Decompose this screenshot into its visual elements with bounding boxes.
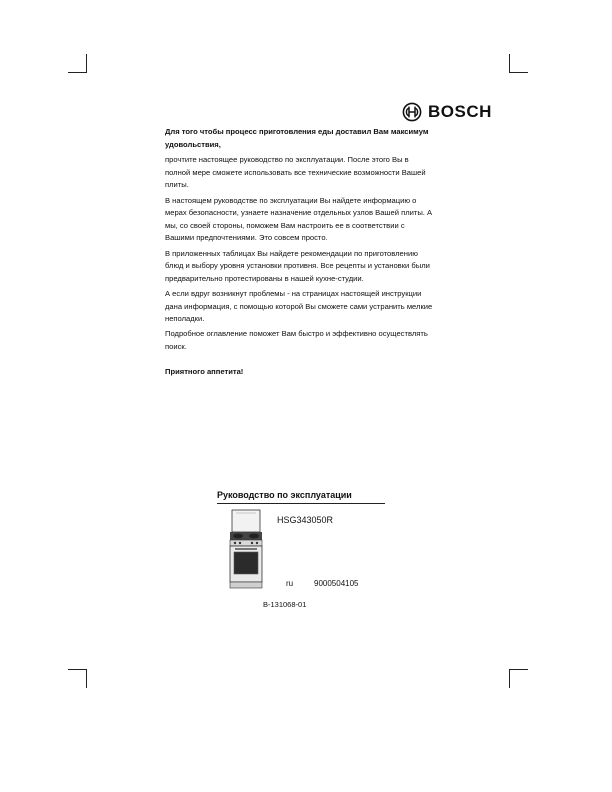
crop-mark-bottom-left-v: [86, 669, 87, 688]
crop-mark-bottom-left-h: [68, 669, 87, 670]
crop-mark-bottom-right-h: [509, 669, 528, 670]
gas-stove-icon: [227, 509, 265, 589]
crop-mark-bottom-right-v: [509, 669, 510, 688]
bosch-logo: [402, 101, 492, 123]
brand-name: BOSCH: [428, 102, 492, 121]
manual-title: Руководство по эксплуатации: [217, 490, 352, 500]
intro-paragraph-3: В приложенных таблицах Вы найдете рекомендации по приготовлению блюд и выбору уровня установки противня. Все рецепты и установки были предварительно протестированы в нашей кухне-студии.: [165, 248, 430, 283]
crop-mark-top-left-v: [86, 54, 87, 72]
intro-text: [165, 126, 433, 382]
intro-paragraph-2: В настоящем руководстве по эксплуатации Вы найдете информацию о мерах безопасности, узнаете назначение отдельных узлов Вашей плиты. А мы, со своей стороны, поможем Вам настроить ее в соответствии с Вашими предпочтениями. Это совсем просто.: [165, 195, 433, 243]
document-number: B-131068-01: [263, 600, 307, 609]
intro-signoff: Приятного аппетита!: [165, 367, 244, 377]
model-number: HSG343050R: [277, 515, 334, 525]
intro-paragraph-4: А если вдруг возникнут проблемы - на страницах настоящей инструкции дана информация, с помощью которой Вы сможете сами устранить мелкие неполадки.: [165, 288, 433, 324]
crop-mark-top-right-h: [509, 72, 528, 73]
title-divider: [217, 503, 385, 504]
intro-paragraph-1: прочтите настоящее руководство по эксплуатации. После этого Вы в полной мере сможете использовать все технические возможности Вашей плиты.: [165, 155, 426, 190]
crop-mark-top-right-v: [509, 54, 510, 72]
crop-mark-top-left-h: [68, 72, 87, 73]
article-code: 9000504105: [314, 579, 359, 588]
language-code: ru: [286, 579, 294, 588]
intro-lead: Для того чтобы процесс приготовления еды доставил Вам максимум удовольствия,: [165, 127, 429, 149]
bosch-armature-icon: [402, 102, 422, 122]
intro-paragraph-5: Подробное оглавление поможет Вам быстро и эффективно осуществлять поиск.: [165, 329, 428, 351]
